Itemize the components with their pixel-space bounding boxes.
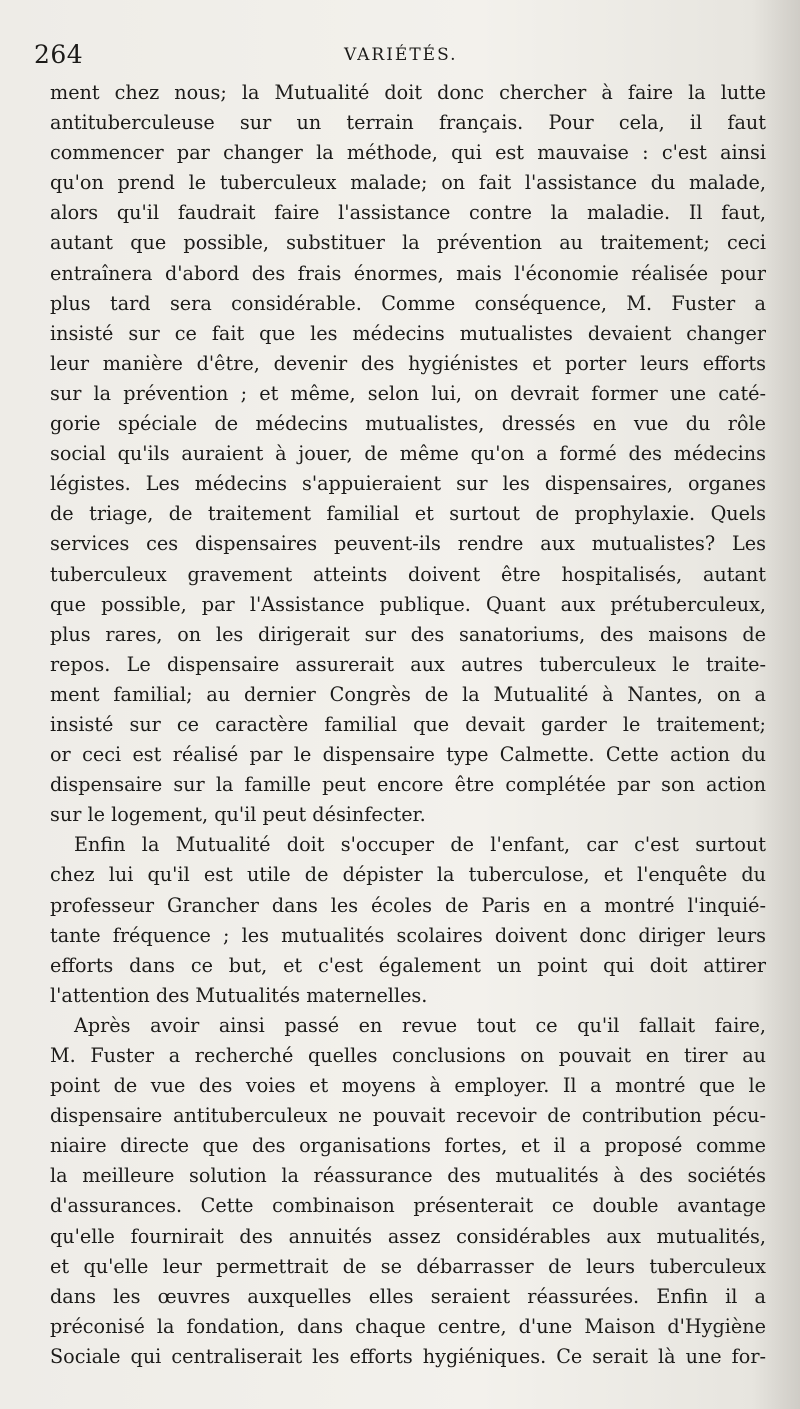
text-line: et qu'elle leur permettrait de se débarrasser de leurs tuberculeux: [50, 1254, 766, 1278]
text-line: tuberculeux gravement atteints doivent être hospitalisés, autant: [50, 562, 766, 586]
page-number: 264: [34, 40, 84, 69]
text-line: insisté sur ce caractère familial que devait garder le traitement;: [50, 712, 766, 736]
text-line: niaire directe que des organisations fortes, et il a proposé comme: [50, 1134, 766, 1158]
text-line: insisté sur ce fait que les médecins mutualistes devaient changer: [50, 321, 766, 345]
running-title: VARIÉTÉS.: [344, 45, 458, 65]
paragraph-start-line: Après avoir ainsi passé en revue tout ce qu'il fallait faire,: [74, 1013, 766, 1037]
text-line: autant que possible, substituer la prévention au traitement; ceci: [50, 231, 766, 255]
paragraph-end-line: l'attention des Mutualités maternelles.: [50, 983, 428, 1007]
text-line: professeur Grancher dans les écoles de Paris en a montré l'inquié-: [50, 893, 766, 917]
text-line: que possible, par l'Assistance publique. Quant aux prétuberculeux,: [50, 592, 766, 616]
text-line: entraînera d'abord des frais énormes, mais l'économie réalisée pour: [50, 261, 766, 285]
text-line: gorie spéciale de médecins mutualistes, dressés en vue du rôle: [50, 412, 766, 436]
text-line: alors qu'il faudrait faire l'assistance contre la maladie. Il faut,: [50, 201, 766, 225]
text-line: dispensaire sur la famille peut encore être complétée par son action: [50, 773, 766, 797]
text-line: M. Fuster a recherché quelles conclusions on pouvait en tirer au: [50, 1044, 766, 1067]
text-line: social qu'ils auraient à jouer, de même qu'on a formé des médecins: [50, 442, 766, 466]
text-line: commencer par changer la méthode, qui est mauvaise : c'est ainsi: [50, 141, 766, 165]
text-line: leur manière d'être, devenir des hygiénistes et porter leurs efforts: [50, 351, 766, 375]
text-line: sur la prévention ; et même, selon lui, on devrait former une caté-: [50, 381, 766, 405]
page-header: [34, 40, 774, 76]
text-line: la meilleure solution la réassurance des mutualités à des sociétés: [50, 1164, 766, 1188]
text-line: repos. Le dispensaire assurerait aux autres tuberculeux le traite-: [50, 652, 766, 676]
text-line: préconisé la fondation, dans chaque centre, d'une Maison d'Hygiène: [50, 1314, 766, 1338]
text-line: d'assurances. Cette combinaison présenterait ce double avantage: [50, 1194, 766, 1218]
text-line: or ceci est réalisé par le dispensaire type Calmette. Cette action du: [50, 743, 766, 767]
text-line: légistes. Les médecins s'appuieraient sur les dispensaires, organes: [50, 472, 766, 496]
body-text: [50, 78, 766, 1372]
paragraph-end-line: sur le logement, qu'il peut désinfecter.: [50, 803, 426, 827]
text-line: chez lui qu'il est utile de dépister la tuberculose, et l'enquête du: [50, 863, 766, 887]
text-line: qu'on prend le tuberculeux malade; on fait l'assistance du malade,: [50, 171, 766, 195]
text-line: dans les œuvres auxquelles elles seraient réassurées. Enfin il a: [50, 1284, 766, 1308]
text-line: de triage, de traitement familial et surtout de prophylaxie. Quels: [50, 502, 766, 526]
text-line: point de vue des voies et moyens à employer. Il a montré que le: [50, 1074, 766, 1098]
text-line: Sociale qui centraliserait les efforts hygiéniques. Ce serait là une for-: [50, 1344, 766, 1368]
text-line: tante fréquence ; les mutualités scolaires doivent donc diriger leurs: [50, 923, 766, 947]
text-line: plus rares, on les dirigerait sur des sanatoriums, des maisons de: [50, 622, 766, 646]
text-line: efforts dans ce but, et c'est également un point qui doit attirer: [50, 953, 766, 977]
text-line: ment familial; au dernier Congrès de la Mutualité à Nantes, on a: [50, 682, 766, 706]
paragraph-start-line: Enfin la Mutualité doit s'occuper de l'enfant, car c'est surtout: [74, 833, 766, 857]
text-line: services ces dispensaires peuvent-ils rendre aux mutualistes? Les: [50, 532, 766, 556]
text-line: plus tard sera considérable. Comme conséquence, M. Fuster a: [50, 291, 766, 315]
text-line: ment chez nous; la Mutualité doit donc chercher à faire la lutte: [50, 81, 766, 104]
text-line: dispensaire antituberculeux ne pouvait recevoir de contribution pécu-: [50, 1104, 766, 1128]
text-line: antituberculeuse sur un terrain français. Pour cela, il faut: [50, 111, 766, 135]
text-line: qu'elle fournirait des annuités assez considérables aux mutualités,: [50, 1224, 766, 1248]
